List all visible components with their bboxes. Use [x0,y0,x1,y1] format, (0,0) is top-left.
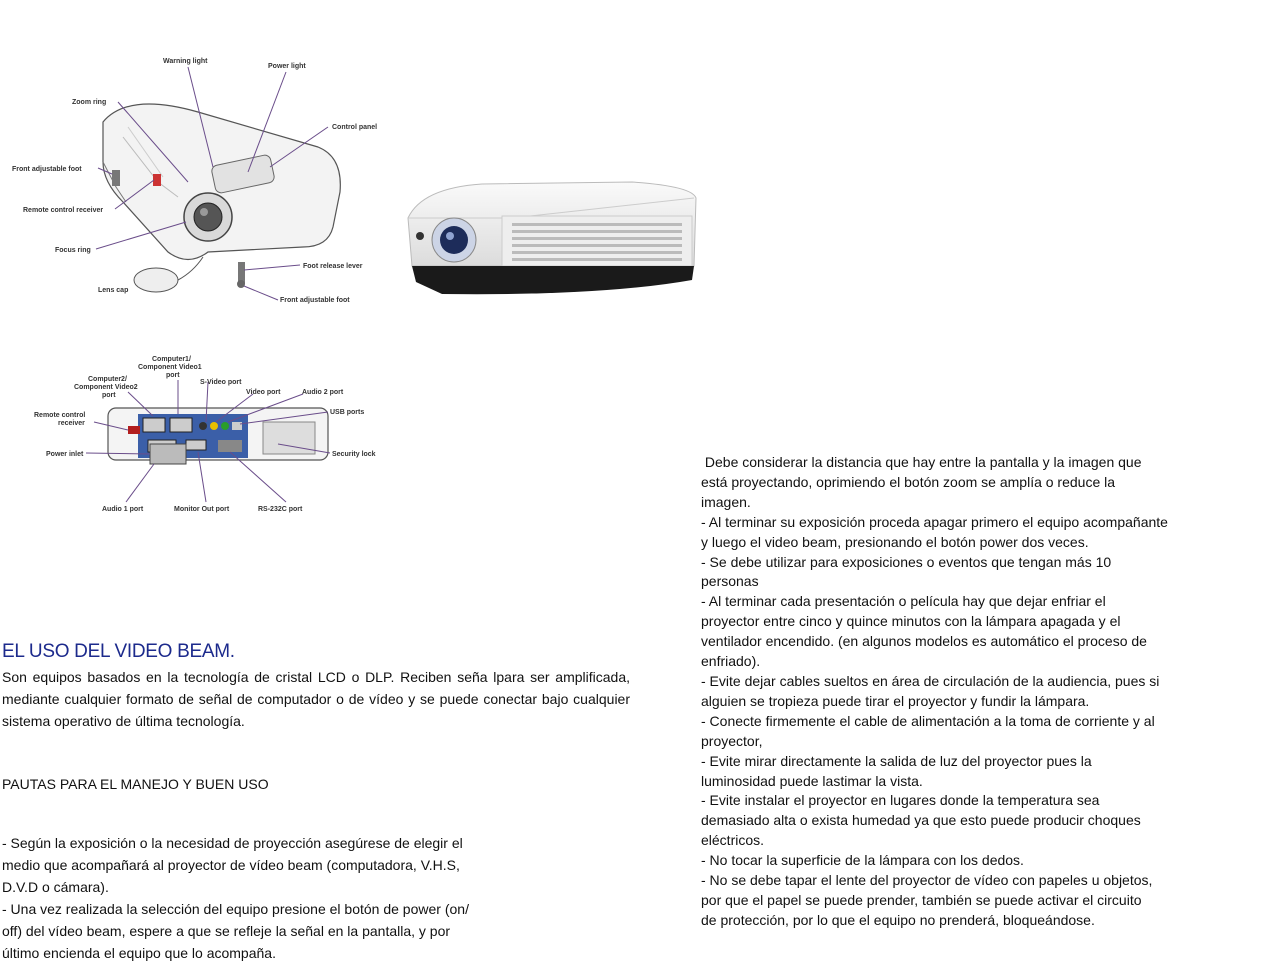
projector-front-diagram [8,52,388,314]
callout-label: port [166,372,180,379]
projector-rear-diagram [28,352,388,520]
text-line: off) del vídeo beam, espere a que se refleje la señal en la pantalla, y por [2,923,451,939]
callout-label: Foot release lever [303,263,363,270]
text-line: enfriado). [701,653,761,670]
text-line: personas [701,573,759,590]
callout-label: Front adjustable foot [12,166,82,173]
text-line: - Según la exposición o la necesidad de proyección asegúrese de elegir el [2,835,463,851]
projector-photo [402,178,698,298]
callout-label: Component Video2 [74,384,138,391]
callout-label: Lens cap [98,287,129,294]
text-line: medio que acompañará al proyector de vídeo beam (computadora, V.H.S, [2,857,460,873]
text-line: ventilador encendido. (en algunos modelos es automático el proceso de [701,633,1147,650]
callout-label: Audio 2 port [302,389,344,396]
text-line: proyector entre cinco y quince minutos con la lámpara apagada y el [701,613,1121,630]
text-line: de protección, por lo que el equipo no prenderá, bloqueándose. [701,911,1095,928]
callout-label: Front adjustable foot [280,297,350,304]
text-line: - No tocar la superficie de la lámpara con los dedos. [701,852,1024,869]
callout-label: Remote control [34,412,86,419]
text-line: - Se debe utilizar para exposiciones o eventos que tengan más 10 [701,553,1112,570]
callout-label: Control panel [332,124,378,131]
callout-label: port [102,392,116,399]
text-line: imagen. [701,493,751,510]
text-line: demasiado alta o exista humedad ya que esto puede producir choques [701,812,1141,829]
callout-label: S-Video port [200,379,242,386]
text-line: - Evite mirar directamente la salida de luz del proyector pues la [701,752,1092,769]
callout-label: Focus ring [55,247,91,254]
text-line: D.V.D o cámara). [2,879,109,895]
guidelines-left [2,832,480,964]
callout-label: Zoom ring [72,99,107,106]
intro-paragraph: Son equipos basados en la tecnología de cristal LCD o DLP. Reciben seña lpara ser amplificada, mediante cualquier formato de señal de computador o de vídeo y se puede conectar bajo cualquier sistema operativo de última tecnología. [2,669,630,729]
callout-label: USB ports [330,409,365,416]
callout-label: Remote control receiver [23,207,104,214]
text-line: - Evite instalar el proyector en lugares donde la temperatura sea [701,792,1100,809]
section-subtitle: PAUTAS PARA EL MANEJO Y BUEN USO [2,776,269,792]
text-line: alguien se tropieza puede tirar el proyector y fundir la lámpara. [701,692,1090,709]
text-line: Debe considerar la distancia que hay entre la pantalla y la imagen que [701,454,1142,470]
text-line: último encienda el equipo que lo acompaña. [2,945,276,961]
text-line: está proyectando, oprimiendo el botón zoom se amplía o reduce la [701,473,1116,490]
callout-label: Power inlet [46,451,84,458]
guidelines-right [701,453,1181,931]
text-line: y luego el video beam, presionando el botón power dos veces. [701,533,1089,550]
text-line: - Al terminar cada presentación o película hay que dejar enfriar el [701,593,1106,610]
text-line: proyector, [701,732,763,749]
text-line: - Conecte firmemente el cable de alimentación a la toma de corriente y al [701,712,1155,729]
callout-label: Video port [246,389,281,396]
text-line: - Evite dejar cables sueltos en área de circulación de la audiencia, pues si [701,672,1160,689]
callout-label: Computer1/ [152,356,191,363]
article-title: EL USO DEL VIDEO BEAM. [2,641,235,662]
text-line: eléctricos. [701,832,765,849]
callout-label: Warning light [163,58,208,65]
callout-label: Power light [268,63,306,70]
callout-label: Monitor Out port [174,506,230,513]
text-line: - No se debe tapar el lente del proyector de vídeo con papeles u objetos, [701,872,1153,889]
callout-label: Component Video1 [138,364,202,371]
callout-label: Computer2/ [88,376,127,383]
text-line: - Una vez realizada la selección del equipo presione el botón de power (on/ [2,901,469,917]
callout-label: Audio 1 port [102,506,144,513]
text-line: - Al terminar su exposición proceda apagar primero el equipo acompañante [701,513,1168,530]
callout-label: RS-232C port [258,506,303,513]
text-line: por que el papel se puede prender, también se puede activar el circuito [701,891,1142,908]
callout-label: receiver [58,420,85,427]
callout-label: Security lock [332,451,376,458]
text-line: luminosidad puede lastimar la vista. [701,772,923,789]
